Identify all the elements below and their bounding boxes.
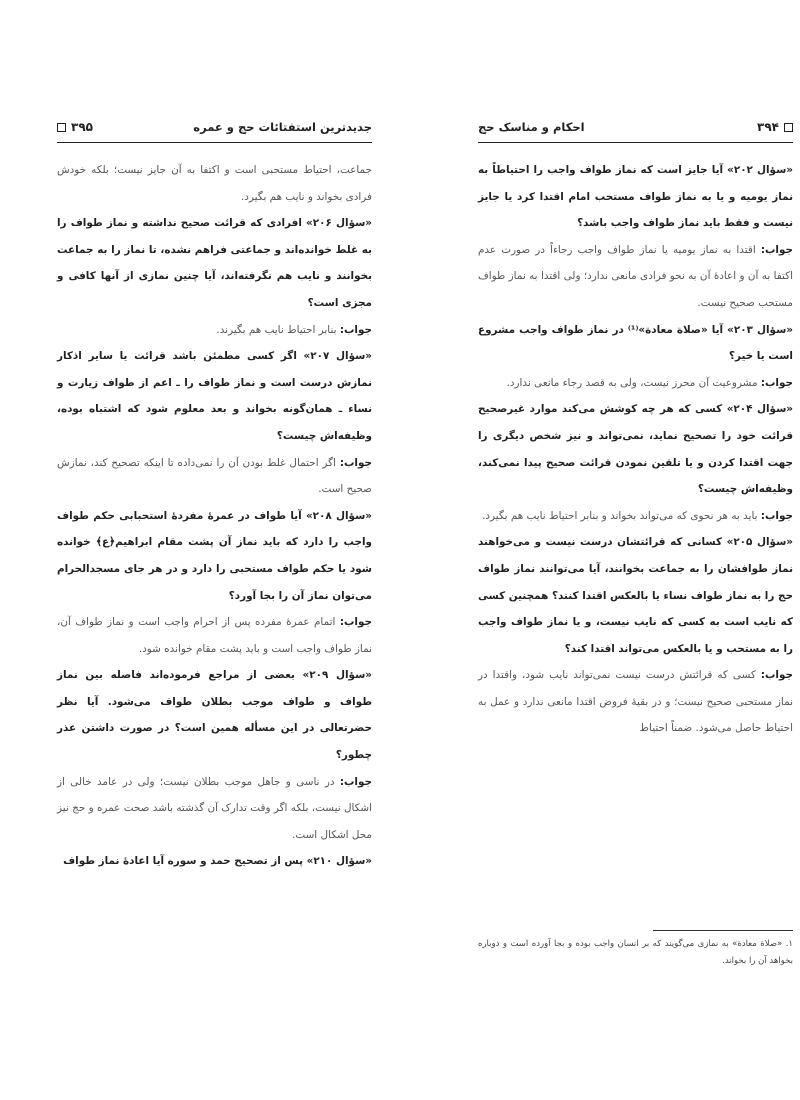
question-210: «سؤال ۲۱۰» پس از تصحیح حمد و سوره آیا اعادهٔ نماز طواف xyxy=(63,855,372,868)
answer-208 xyxy=(57,609,372,662)
running-title-right: احکام و مناسک حج xyxy=(478,120,585,134)
answer-text: باید به هر نحوی که می‌تواند بخواند و بنابر احتیاط نایب هم بگیرد. xyxy=(482,509,758,522)
page-number-left: ۳۹۵ xyxy=(57,120,93,134)
answer-label: جواب: xyxy=(760,243,793,256)
answer-label: جواب: xyxy=(339,323,372,336)
answer-203 xyxy=(478,370,793,397)
answer-label: جواب: xyxy=(760,509,793,522)
header-rule xyxy=(57,142,372,143)
left-page xyxy=(57,118,372,988)
left-page-header xyxy=(57,118,372,138)
answer-205-continued xyxy=(57,157,372,210)
question-208: «سؤال ۲۰۸» آیا طواف در عمرهٔ مفردهٔ استحبابی حکم طواف واجب را دارد که باید نماز آن پشت مقام ابراهیم﴿ع﴾ خوانده شود یا حکم طواف مستحبی را دارد و در هر جای مسجدالحرام می‌توان نماز آن را بجا آورد؟ xyxy=(57,509,372,602)
page-box-icon xyxy=(57,123,66,132)
footnote-rule xyxy=(653,930,793,931)
answer-text: اگر احتمال غلط بودن آن را نمی‌داده تا اینکه تصحیح کند، نمازش صحیح است. xyxy=(57,456,372,496)
answer-label: جواب: xyxy=(760,376,793,389)
answer-label: جواب: xyxy=(760,669,793,682)
answer-209 xyxy=(57,769,372,849)
answer-text: در ناسی و جاهل موجب بطلان نیست؛ ولی در عامد خالی از اشکال نیست، بلکه اگر وقت تدارک آن گذشته باشد صحت عمره و حج نیز محل اشکال است. xyxy=(57,775,372,841)
header-rule xyxy=(478,142,793,143)
answer-text: مشروعیت آن محرز نیست، ولی به قصد رجاء مانعی ندارد. xyxy=(506,376,758,389)
footnote: ۱. «صلاة معادة» به نمازی می‌گویند که بر انسان واجب بوده و بجا آورده است و دوباره بخواهد آن را بخواند. xyxy=(478,939,793,966)
question-203: «سؤال ۲۰۳» آیا «صلاة معادة»⁽¹⁾ در نماز طواف واجب مشروع است یا خیر؟ xyxy=(478,323,793,363)
answer-202 xyxy=(478,237,793,317)
answer-206 xyxy=(57,317,372,344)
right-page xyxy=(478,118,793,988)
left-page-body xyxy=(57,157,372,875)
question-207: «سؤال ۲۰۷» اگر کسی مطمئن باشد قرائت یا سایر اذکار نمازش درست است و نماز طواف را ـ اعم از طواف زیارت و نساء ـ همان‌گونه بخواند و بعد معلوم شود که اشتباه بوده، وظیفه‌اش چیست؟ xyxy=(57,350,373,442)
answer-text: کسی که قرائتش درست نیست نمی‌تواند نایب شود، واقتدا در نماز مستحبی صحیح نیست؛ و در بقیهٔ فروض اقتدا مانعی ندارد و عمل به احتیاط حاصل می‌شود. ضمناً احتیاط xyxy=(478,669,793,735)
page-box-icon xyxy=(784,123,793,132)
page-number-right: ۳۹۴ xyxy=(757,120,793,134)
answer-207 xyxy=(57,450,372,503)
answer-text: جماعت، احتیاط مستحبی است و اکتفا به آن جایز نیست؛ بلکه خودش فرادی بخواند و نایب هم بگیرد. xyxy=(57,164,372,203)
answer-text: بنابر احتیاط نایب هم بگیرند. xyxy=(216,323,337,336)
answer-205 xyxy=(478,662,793,742)
answer-label: جواب: xyxy=(339,616,372,629)
question-204: «سؤال ۲۰۴» کسی که هر چه کوشش می‌کند موارد غیرصحیح قرائت خود را تصحیح نماید، نمی‌تواند و نیز شخص دیگری را جهت اقتدا کردن و یا تلقین نمودن قرائت صحیح پیدا نمی‌کند، وظیفه‌اش چیست؟ xyxy=(478,403,793,496)
answer-text: اتمام عمرهٔ مفرده پس از احرام واجب است و نماز طواف آن، نماز طواف واجب است و باید پشت مقام خوانده شود. xyxy=(57,616,372,655)
question-205: «سؤال ۲۰۵» کسانی که قرائتشان درست نیست و می‌خواهند نماز طوافشان را به جماعت بخوانند، آیا می‌توانند نماز طواف حج را به نماز طواف نساء یا بالعکس اقتدا کنند؟ همچنین کسی که نایب است به کسی که نایب نیست، و یا نماز طواف واجب را به مستحب و یا بالعکس می‌تواند اقتدا کند؟ xyxy=(478,536,794,655)
right-page-header xyxy=(478,118,793,138)
question-209: «سؤال ۲۰۹» بعضی از مراجع فرموده‌اند فاصله بین نماز طواف و طواف موجب بطلان طواف می‌شود. آیا نظر حضرتعالی در این مسأله همین است؟ در صورت داشتن عذر چطور؟ xyxy=(57,669,372,762)
question-206: «سؤال ۲۰۶» افرادی که قرائت صحیح نداشته و نماز طواف را به غلط خوانده‌اند و جماعتی فراهم نشده، تا نماز را به جماعت بخوانند و نایب هم نگرفته‌اند، آیا چنین نمازی از آنها کافی و مجزی است؟ xyxy=(57,217,373,309)
answer-text: اقتدا به نماز یومیه یا نماز طواف واجب رجاءاً در صورت عدم اکتفا به آن و اعادهٔ آن به نحو فرادی مانعی ندارد؛ ولی اقتدا به نماز طواف مستحب صحیح نیست. xyxy=(478,243,793,309)
question-202: «سؤال ۲۰۲» آیا جایز است که نماز طواف واجب را احتیاطاً به نماز یومیه و یا به نماز طواف مستحب امام اقتدا کرد یا جایز نیست و فقط باید نماز طواف واجب باشد؟ xyxy=(478,164,793,230)
answer-204 xyxy=(478,503,793,530)
answer-label: جواب: xyxy=(339,775,372,788)
answer-label: جواب: xyxy=(339,456,372,469)
running-title-left: جدیدترین استفتائات حج و عمره xyxy=(193,120,372,134)
right-page-body xyxy=(478,157,793,742)
